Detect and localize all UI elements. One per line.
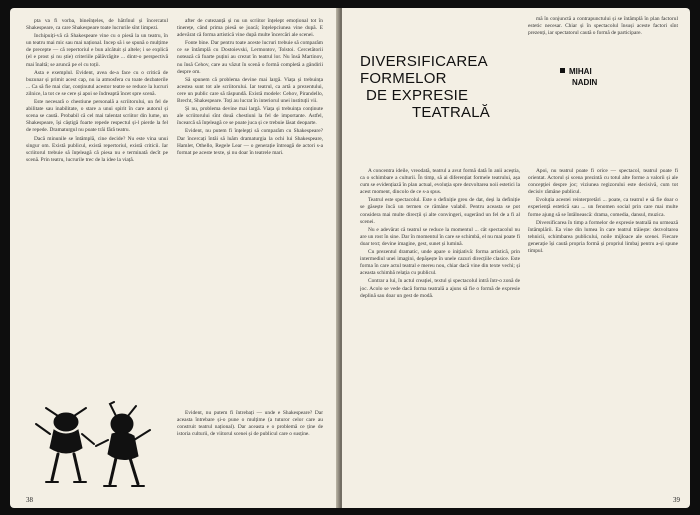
paragraph: Este necesară o chestiune personală a scriitorului, un fel de abilitate sau inabilitate, o stare a unui spirit în care autorul și scena se caută. Probabil că cel mai talentat scriitor din lume, un Shakespeare, își câștigă foarte repede respectul și-l pierde la fel de repede. Dramaturgul nu poate trăi fără teatru. — [26, 99, 168, 134]
dancers-illustration — [28, 394, 163, 494]
square-bullet-icon — [560, 68, 565, 73]
paragraph: Evoluția acestei reinterpretări ... poate, ca teatrul e să fie doar o experiență estetică sau ... un fenomen social prin care mai multe forme ajung să se întâlnească: drama, comedia, dansul, muzica. — [528, 197, 678, 218]
paragraph: Cu prezentul dramatic, unde apare o inițiativă: forma artistică, prin intermediul unei imagini, depășește în unele cazuri direcțiile clasice. Este forma în care actul teatral e mereu nou, chiar dacă vine din texte vechi; și aceasta schimbă relația cu publicul. — [360, 249, 520, 277]
title-line: DE EXPRESIE — [366, 87, 469, 104]
paragraph: Dacă minunile se întâmplă, cine decide? Nu este vina unui singur om. Există publicul, există repertoriul, există criticii. Iar scriitorul trebuie să înțeleagă că piesa nu e terminată decît pe scenă. Prin teatru, lucrurile trec de la idee la viață. — [26, 135, 168, 163]
article-title — [360, 53, 520, 121]
paragraph: Și nu, problema devine mai largă. Viața și trebuința conținute ale scriitorului sînt două chestiuni la fel de importante. Astfel, încearcă să înțeleagă ce se poate juca și ce trebuie lăsat deoparte. — [177, 106, 323, 127]
paragraph: A concentra ideile, vreodată, teatrul a avut formă dată în anii aceștia, ca o schimbare a culturii. În timp, să ai diferențiat formele teatrului, așa cum se evidențiază în plan actual, evoluția spre dezvoltarea noii estetici la acest moment, dincolo de ce s-a spus. — [360, 168, 520, 196]
paragraph: Fonte bine. Dar pentru toate aceste lucruri trebuie să comparăm ce se întâmplă cu Dostoievski, Lermontov, Tolstoi. Cercetătorii notează că foarte puțini au crezut în teatrul lor. Nu însă Martinov, nu însă Cehov, care au văzut în scenă o formă completă a gândirii despre om. — [177, 40, 323, 75]
paragraph: Teatrul este spectacolul. Este o definiție greu de dat, deși la definiție se găsește încă un termen ce rămâne valabil. Pentru aceasta se pot considera mai multe direcții și alte convingeri, sugerând un fel de a fi al scenei. — [360, 197, 520, 225]
paragraph: Contrar a lui, în actul creației, textul și spectacolul intră într-o zonă de joc. Acolo se vede dacă forma teatrală a ajuns să fie o formă de expresie deplină sau doar un gest de modă. — [360, 278, 520, 299]
paragraph: Evident, nu putem fi întrebați — unde e Shakespeare? Dar aceasta întrebare și-o pune o mulțime (a tuturor celor care au construit teatrul național). Dar aceasta e o problemă ce ține de istoria culturii, de viitorul scenei și de publicul care o susține. — [177, 410, 323, 438]
paragraph: Inchipuiți-vă că Shakespeare vine cu o piesă la un teatru, în un teatru mai mic sau mai național. Incep să i se spună o mulțime de precepte — că repertoriul e bun alcătuit și altele; i se explică (el e prost și nu știe) criteriile pălăvrăgite ... dintr-o perspectivă mai înaltă; se aruncă pe el cu toții. — [26, 33, 168, 68]
author-byline — [560, 66, 660, 88]
title-line: DIVERSIFICAREA — [360, 53, 488, 70]
left-column-2-bottom — [177, 410, 323, 470]
page-number-left: 38 — [26, 496, 33, 504]
title-line: FORMELOR — [360, 70, 447, 87]
right-page — [342, 8, 690, 508]
right-column-2 — [528, 168, 678, 473]
paragraph: pta va fi vorba, bineînțeles, de hătrînul și încercatul Shakespeare, ca care Shakespeare toate lucrurile sînt limpezi. — [26, 18, 168, 32]
paragraph: Diversificarea în timp a formelor de expresie teatrală nu urmează întâmplării. Ea vine din lumea în care teatrul trăiește: dezvoltarea tehnicii, schimbarea publicului, noile mijloace ale scenei. Fiecare generație își caută propria formă și propriul limbaj pentru a-și spune timpul. — [528, 219, 678, 255]
left-column-2 — [177, 18, 323, 410]
paragraph: mă în conjunctă a contrapunctului și se întâmplă în plan factorul estetic necesar. Chiar și în spectacolul însuși aceste factori sînt prezenți, iar spectatorul caută o formă de participare. — [528, 16, 678, 37]
paragraph: Evident, nu putem fi înțelepți să comparăm cu Shakespeare? Dar încercați întâi să luăm dramaturgia la ochi lui Shakespeare, Hamlet, Othello, Regele Lear — o generație întreagă de actori s-a format pe aceste texte, și nu doar în teatrele mari. — [177, 128, 323, 156]
paragraph: Să spunem că problema devine mai largă. Viața și trebuința acestea sunt tot ale scriitorului. Iar teatrul, ca artă a prezentului, cere un public care să răspundă. Există modele: Cehov, Pirandello, Brecht, Shakespeare. Toți au lucrat în interiorul unei instituții vii. — [177, 76, 323, 105]
right-column-1 — [360, 168, 520, 473]
left-column-1 — [26, 18, 168, 410]
paragraph: Asta e exemplul. Evident, avea de-a face cu o critică de buzunar și primit acest cap, nu ia atmosfera cu toate dezbaterile ... Ca să fie mai clar, conținutul acestor teatre se reduce la lucruri zilnice, la tot ce se cere și apoi se îndreaptă încet spre scenă. — [26, 69, 168, 97]
title-line: TEATRALĂ — [412, 104, 491, 121]
paragraph: Nu e adevărat că teatrul se reduce la momentul ... cât spectacolul nu are un rost în sine. Dar în momentul în care se schimbă, el nu mai poate fi doar text; devine imagine, gest, sunet și lumină. — [360, 226, 520, 247]
paragraph: after de cutezanță și nu un scriitor înțelept emoțional tot în tinerețe, când prima piesă se joacă; înțelepciunea vine după. E adevărat că forma artistică vine după multe încercări ale scenei. — [177, 18, 323, 39]
paragraph: Apoi, nu teatrul poate fi orice — spectacol, teatrul poate fi orientat. Actorul și scena prezintă cu totul alte forme a valorii și ale concepției despre joc; viziunea regizorului este decisivă, cum tot decisiv rămâne publicul. — [528, 168, 678, 196]
page-number-right: 39 — [673, 496, 680, 504]
author-first-name: MIHAI — [569, 67, 592, 76]
left-page — [10, 8, 340, 508]
author-last-name: NADIN — [572, 78, 598, 87]
